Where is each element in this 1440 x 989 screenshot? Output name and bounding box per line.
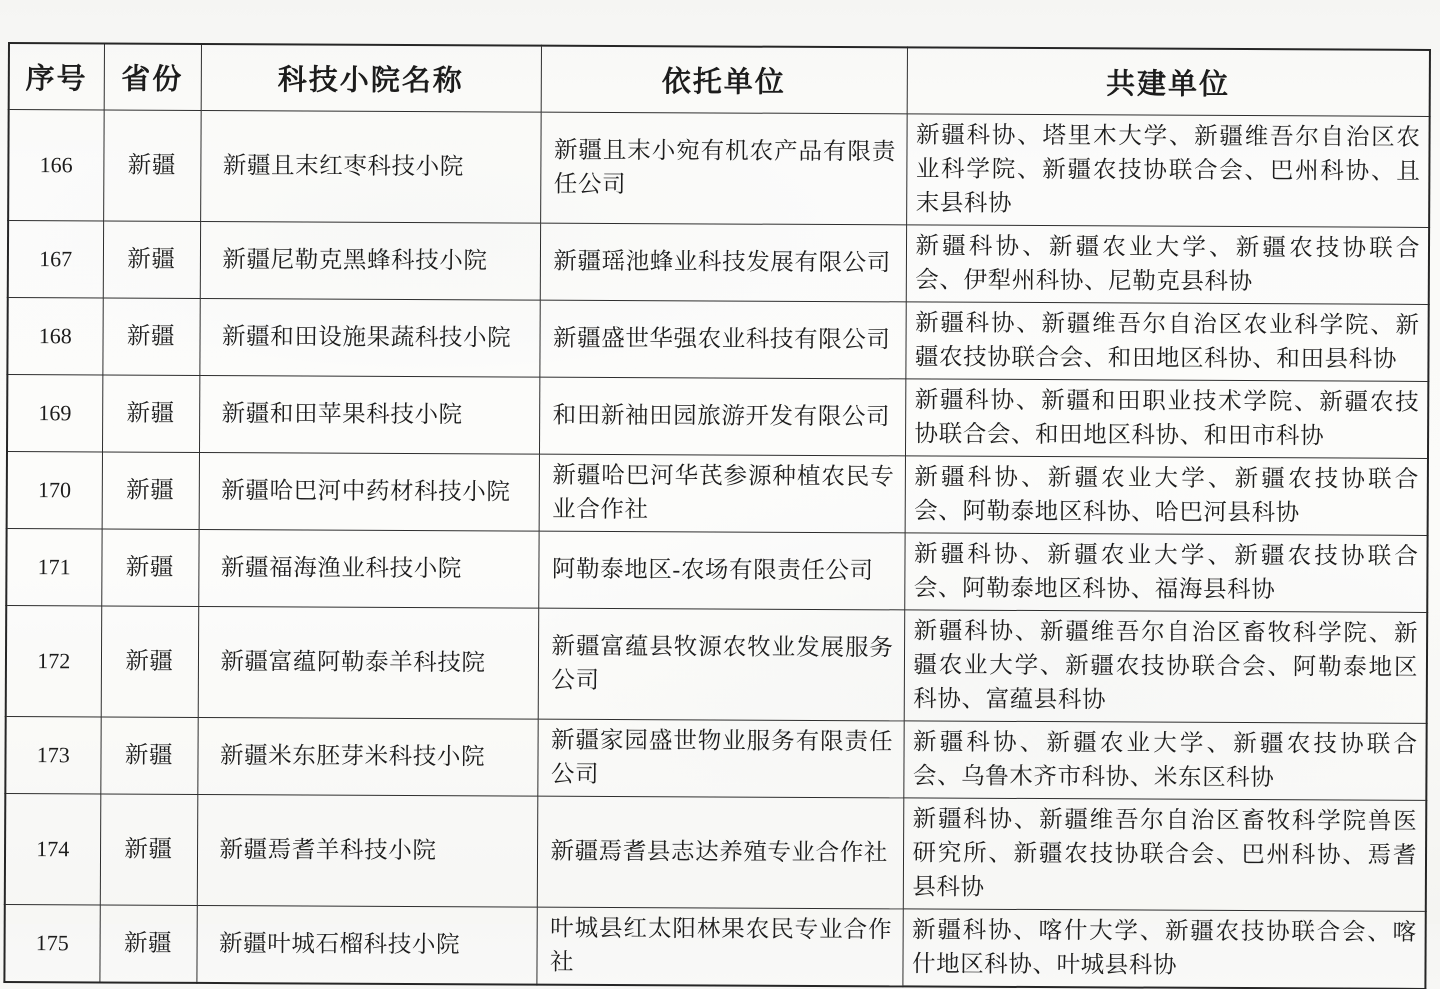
cell-host-unit: 新疆家园盛世物业服务有限责任公司 — [537, 719, 903, 798]
cell-serial-number: 167 — [8, 220, 103, 297]
cell-serial-number: 175 — [4, 904, 99, 982]
table-row — [6, 528, 1427, 612]
header-serial-number: 序号 — [9, 43, 104, 109]
cell-province: 新疆 — [103, 109, 201, 220]
cell-host-unit: 新疆焉耆县志达养殖专业合作社 — [537, 796, 904, 909]
header-partner-units: 共建单位 — [907, 47, 1430, 116]
cell-province: 新疆 — [103, 220, 200, 297]
cell-host-unit: 新疆盛世华强农业科技有限公司 — [539, 300, 905, 379]
cell-province: 新疆 — [101, 528, 198, 605]
cell-backyard-name: 新疆米东胚芽米科技小院 — [197, 717, 537, 796]
cell-backyard-name: 新疆尼勒克黑蜂科技小院 — [200, 221, 540, 300]
cell-backyard-name: 新疆和田设施果蔬科技小院 — [199, 298, 539, 377]
cell-backyard-name: 新疆和田苹果科技小院 — [199, 375, 539, 454]
cell-province: 新疆 — [99, 904, 196, 982]
table-row — [7, 374, 1428, 458]
cell-partner-units: 新疆科协、新疆农业大学、新疆农技协联合会、伊犁州科协、尼勒克县科协 — [906, 224, 1429, 304]
cell-partner-units: 新疆科协、新疆农业大学、新疆农技协联合会、阿勒泰地区科协、哈巴河县科协 — [905, 455, 1428, 535]
table-row — [5, 716, 1426, 800]
header-host-unit: 依托单位 — [541, 46, 907, 114]
table-row — [8, 220, 1429, 304]
document-table-container — [3, 42, 1429, 989]
cell-province: 新疆 — [102, 374, 199, 451]
cell-backyard-name: 新疆福海渔业科技小院 — [198, 529, 538, 608]
cell-province: 新疆 — [100, 793, 198, 904]
table-row — [5, 793, 1427, 911]
cell-partner-units: 新疆科协、新疆农业大学、新疆农技协联合会、乌鲁木齐市科协、米东区科协 — [903, 720, 1426, 800]
table-row — [4, 904, 1425, 988]
cell-host-unit: 新疆瑶池蜂业科技发展有限公司 — [540, 223, 906, 302]
cell-partner-units: 新疆科协、塔里木大学、新疆维吾尔自治区农业科学院、新疆农技协联合会、巴州科协、且末县科协 — [906, 113, 1430, 227]
cell-serial-number: 169 — [7, 374, 102, 451]
cell-host-unit: 新疆富蕴县牧源农牧业发展服务公司 — [538, 608, 905, 721]
cell-partner-units: 新疆科协、新疆维吾尔自治区畜牧科学院兽医研究所、新疆农技协联合会、巴州科协、焉耆县科协 — [903, 797, 1427, 911]
cell-backyard-name: 新疆且末红枣科技小院 — [200, 110, 541, 223]
cell-partner-units: 新疆科协、新疆维吾尔自治区农业科学院、新疆农技协联合会、和田地区科协、和田县科协 — [905, 301, 1428, 381]
header-backyard-name: 科技小院名称 — [201, 44, 541, 112]
cell-province: 新疆 — [102, 297, 199, 374]
cell-partner-units: 新疆科协、新疆维吾尔自治区畜牧科学院、新疆农业大学、新疆农技协联合会、阿勒泰地区科协、富蕴县科协 — [904, 609, 1428, 723]
cell-serial-number: 171 — [6, 528, 101, 605]
table-header-row — [9, 43, 1430, 116]
table-row — [7, 451, 1428, 535]
cell-backyard-name: 新疆哈巴河中药材科技小院 — [199, 452, 539, 531]
cell-province: 新疆 — [102, 451, 199, 528]
cell-serial-number: 168 — [7, 297, 102, 374]
cell-serial-number: 170 — [7, 451, 102, 528]
stb-list-table — [3, 42, 1431, 989]
cell-partner-units: 新疆科协、喀什大学、新疆农技协联合会、喀什地区科协、叶城县科协 — [902, 908, 1425, 988]
cell-province: 新疆 — [101, 605, 199, 716]
table-row — [7, 297, 1428, 381]
cell-serial-number: 174 — [5, 793, 101, 904]
cell-serial-number: 173 — [5, 716, 100, 793]
cell-host-unit: 新疆哈巴河华芪参源种植农民专业合作社 — [539, 454, 905, 533]
cell-partner-units: 新疆科协、新疆和田职业技术学院、新疆农技协联合会、和田地区科协、和田市科协 — [905, 378, 1428, 458]
header-province: 省份 — [104, 43, 201, 109]
table-row — [6, 605, 1428, 723]
cell-host-unit: 叶城县红太阳林果农民专业合作社 — [536, 907, 902, 986]
cell-serial-number: 172 — [6, 605, 102, 716]
table-row — [8, 109, 1430, 227]
cell-serial-number: 166 — [8, 109, 104, 220]
cell-host-unit: 新疆且末小宛有机农产品有限责任公司 — [540, 112, 907, 225]
cell-backyard-name: 新疆富蕴阿勒泰羊科技院 — [198, 606, 539, 719]
cell-host-unit: 和田新袖田园旅游开发有限公司 — [539, 377, 905, 456]
cell-province: 新疆 — [100, 716, 197, 793]
cell-backyard-name: 新疆焉耆羊科技小院 — [197, 794, 538, 907]
cell-partner-units: 新疆科协、新疆农业大学、新疆农技协联合会、阿勒泰地区科协、福海县科协 — [904, 532, 1427, 612]
cell-backyard-name: 新疆叶城石榴科技小院 — [196, 905, 536, 984]
cell-host-unit: 阿勒泰地区-农场有限责任公司 — [538, 531, 904, 610]
